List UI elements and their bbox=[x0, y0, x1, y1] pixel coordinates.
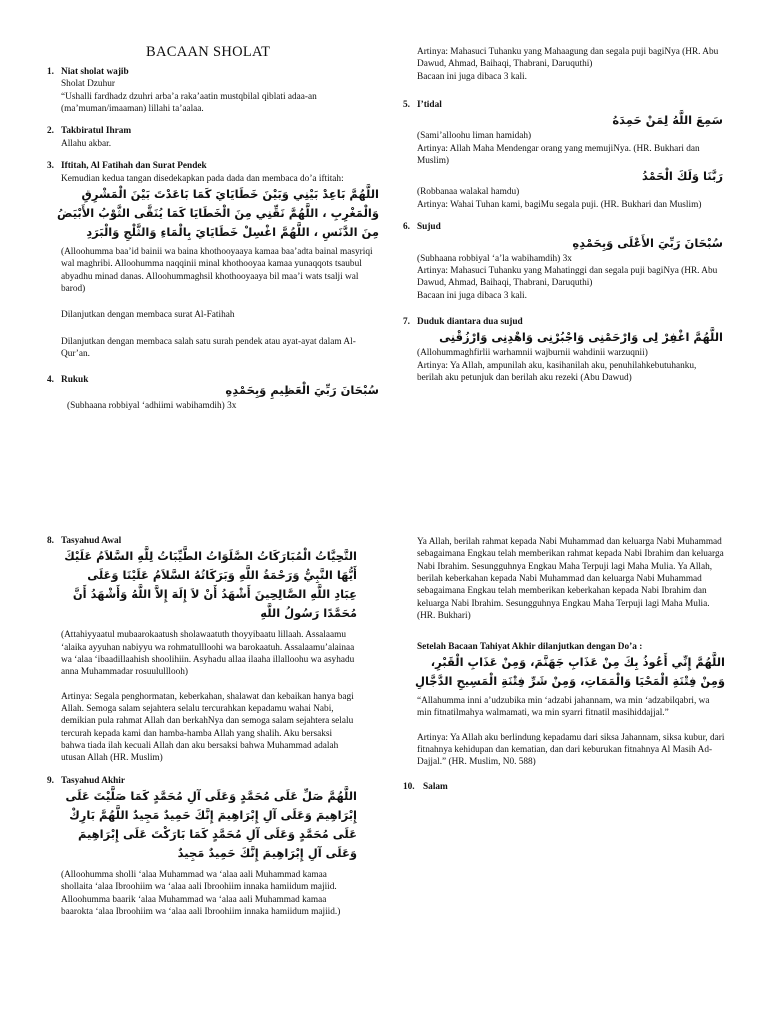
section-heading: I’tidal bbox=[417, 100, 442, 111]
note: Bacaan ini juga dibaca 3 kali. bbox=[417, 290, 527, 301]
section-salam bbox=[403, 781, 725, 793]
transliteration: (Robbanaa walakal hamdu) bbox=[417, 187, 520, 198]
page1-right-column bbox=[403, 46, 723, 384]
section-duduk-diantara-dua-sujud bbox=[403, 316, 723, 384]
section-heading: Duduk diantara dua sujud bbox=[417, 316, 523, 327]
arabic-text: اللَّهُمَّ صَلِّ عَلَى مُحَمَّدٍ وَعَلَى آلِ مُحَمَّدٍ كَمَا صَلَّيْتَ عَلَى إِبْرَاهِيمَ وَعَلَى آلِ إِبْرَاهِيمَ إِنَّكَ حَمِيدٌ مَجِيدٌ اللَّهُمَّ بَارِكْ عَلَى مُحَمَّدٍ وَعَلَى آلِ مُحَمَّدٍ كَمَا بَارَكْتَ عَلَى إِبْرَاهِيمَ وَعَلَى آلِ إِبْرَاهِيمَ إِنَّكَ حَمِيدٌ مَجِيدٌ bbox=[65, 789, 357, 861]
arabic-text: التَّحِيَّاتُ الْمُبَارَكَاتُ الصَّلَوَاتُ الطَّيِّبَاتُ لِلَّهِ السَّلاَمُ عَلَيْكَ أَيُّهَا النَّبِيُّ وَرَحْمَةُ اللَّهِ وَبَرَكَاتُهُ السَّلاَمُ عَلَيْنَا وَعَلَى عِبَادِ اللَّهِ الصَّالِحِينَ أَشْهَدُ أَنْ لاَ إِلَهَ إِلاَّ اللَّهُ وَأَشْهَدُ أَنَّ مُحَمَّدًا رَسُولُ اللَّهِ bbox=[64, 549, 357, 621]
section-heading: Sujud bbox=[417, 222, 441, 233]
transliteration: (Subhaana robbiyal ‘a’la wabihamdih) 3x bbox=[417, 253, 572, 264]
page2-left-column bbox=[47, 535, 357, 919]
section-takbiratul-ihram bbox=[47, 125, 379, 150]
page2-right-column bbox=[403, 536, 725, 793]
arabic-text: اللَّهُمَّ بَاعِدْ بَيْنِي وَبَيْنَ خَطَايَايَ كَمَا بَاعَدْتَ بَيْنَ الْمَشْرِقِ وَالْمَغْرِبِ ، اللَّهُمَّ نَقِّنِي مِنَ الْخَطَايَا كَمَا يُنَقَّى الثَّوْبُ الأَبْيَضُ مِنَ الدَّنَسِ ، اللَّهُمَّ اغْسِلْ خَطَايَايَ بِالْمَاءِ وَالثَّلْجِ وَالْبَرَدِ bbox=[57, 186, 379, 239]
text-line: “Ushalli fardhadz dzuhri arba’a raka’aatin mustqbilal qiblati adaa-an bbox=[61, 91, 317, 102]
section-heading: Niat sholat wajib bbox=[61, 67, 129, 77]
section-heading: Setelah Bacaan Tahiyat Akhir dilanjutkan dengan Do’a : bbox=[417, 641, 643, 652]
section-number: 10. bbox=[403, 781, 415, 792]
section-number: 2. bbox=[47, 126, 54, 137]
section-rukuk bbox=[47, 374, 379, 412]
arabic-text: اللَّهُمَّ إِنِّي أَعُوذُ بِكَ مِنْ عَذَابِ جَهَنَّمَ، وَمِنْ عَذَابِ الْقَبْرِ، وَمِنْ فِتْنَةِ الْمَحْيَا وَالْمَمَاتِ، وَمِنْ شَرِّ فِتْنَةِ الْمَسِيحِ الدَّجَّالِ bbox=[415, 654, 725, 688]
section-niat bbox=[47, 66, 379, 115]
translation: Artinya: Mahasuci Tuhanku yang Mahaagung dan segala puji bagiNya (HR. Abu Dawud, Ahmad, Baihaqi, Thabrani, Daruquthi) bbox=[417, 47, 719, 70]
page-title: BACAAN SHOLAT bbox=[146, 44, 271, 60]
section-number: 5. bbox=[403, 100, 410, 111]
transliteration: (Subhaana robbiyal ‘adhiimi wabihamdih) 3x bbox=[67, 400, 237, 411]
arabic-text: سُبْحَانَ رَبِّيَ الأَعْلَى وَبِحَمْدِهِ bbox=[572, 235, 723, 250]
arabic-text: سَمِعَ اللَّهُ لِمَنْ حَمِدَهُ bbox=[612, 113, 723, 128]
translation: Artinya: Allah Maha Mendengar orang yang memujiNya. (HR. Bukhari dan Muslim) bbox=[417, 143, 700, 167]
paragraph: Dilanjutkan dengan membaca surat Al-Fatihah bbox=[61, 310, 235, 321]
arabic-text: سُبْحَانَ رَبِّيَ الْعَظِيمِ وَبِحَمْدِهِ bbox=[225, 382, 379, 397]
translation: Artinya: Segala penghormatan, keberkahan, shalawat dan kebaikan hanya bagi Allah. Semoga salam sejahtera selalu tercurahkan kepadamu wahai Nabi, demikian pula rahmat Allah dan berkahNya dan semoga salam sejahtera selalu tercurah kepada kami dan hamba-hamba Allah yang shalih. Aku bersaksi bahwa tiada ilah kecuali Allah dan aku bersaksi bahwa Muhammad adalah utusan Allah (HR. Muslim) bbox=[61, 691, 354, 764]
section-heading: Tasyahud Awal bbox=[61, 536, 122, 546]
section-number: 8. bbox=[47, 536, 54, 546]
section-number: 6. bbox=[403, 222, 410, 233]
section-number: 1. bbox=[47, 67, 54, 77]
section-itidal bbox=[403, 99, 723, 211]
section-tasyahud-awal bbox=[47, 535, 357, 765]
section-iftitah bbox=[47, 160, 379, 172]
transliteration: (Alloohumma sholli ‘alaa Muhammad wa ‘alaa aali Muhammad kamaa shollaita ‘alaa Ibroohiim wa ‘alaa aali Ibroohiim innaka hamiidum majiid. Alloohumma baarik ‘alaa Muhammad wa ‘alaa aali Muhammad kamaa baarokta ‘alaa Ibroohiim wa ‘alaa aali Ibroohiim innaka hamiidum majiid.) bbox=[61, 870, 341, 918]
translation: Artinya: Ya Allah aku berlindung kepadamu dari siksa Jahannam, siksa kubur, dari fitnahnya kehidupan dan kematian, dan dari keburukan fitnahnya Al Masih Ad-Dajjal.” (HR. Muslim, N0. 588) bbox=[417, 732, 725, 768]
translation: Artinya: Wahai Tuhan kami, bagiMu segala puji. (HR. Bukhari dan Muslim) bbox=[417, 199, 702, 210]
section-number: 3. bbox=[47, 161, 54, 172]
section-number: 7. bbox=[403, 316, 410, 327]
transliteration: “Allahumma inni a’udzubika min ‘adzabi jahannam, wa min ‘adzabilqabri, wa min fitnatilmahya walmamati, wa min syarri fitnatil masihiddajjal.” bbox=[417, 695, 710, 719]
text-line: (ma’muman/imaaman) lillahi ta’aalaa. bbox=[61, 104, 204, 115]
section-heading: Tasyahud Akhir bbox=[61, 775, 125, 786]
section-tasyahud-akhir bbox=[47, 775, 357, 919]
page1-left-column bbox=[47, 66, 379, 412]
transliteration: (Sami’alloohu liman hamidah) bbox=[417, 131, 532, 142]
text-line: Allahu akbar. bbox=[61, 138, 112, 149]
arabic-text: رَبَّنَا وَلَكَ الْحَمْدُ bbox=[641, 169, 723, 184]
section-heading: Rukuk bbox=[61, 375, 89, 386]
section-number: 4. bbox=[47, 375, 54, 386]
paragraph: Dilanjutkan dengan membaca salah satu surah pendek atau ayat-ayat dalam Al-Qur’an. bbox=[61, 336, 356, 359]
section-heading: Takbiratul Ihram bbox=[61, 126, 132, 137]
transliteration: (Alloohumma baa’id bainii wa baina khothooyaaya kamaa baa’adta bainal masyriqi wal maghribi. Alloohumma naqqinii minal khothooyaa kamaa yunaqqots tsaubul abyadhu minad danas. Alloohummaghsil khothooyaaya bil maa’i wats tsalji wal barod) bbox=[61, 246, 373, 294]
translation: Artinya: Mahasuci Tuhanku yang Mahatinggi dan segala puji bagiNya (HR. Abu Dawud, Ahmad, Baihaqi, Thabrani, Daruquthi) bbox=[417, 265, 718, 289]
arabic-text: اللَّهُمَّ اغْفِرْ لِى وَارْحَمْنِى وَاجْبُرْنِى وَاهْدِنِى وَارْزُقْنِى bbox=[439, 330, 723, 345]
translation: Artinya: Ya Allah, ampunilah aku, kasihanilah aku, penuhilahkebutuhanku, berilah aku petunjuk dan berilah aku rezeki (Abu Dawud) bbox=[417, 360, 697, 383]
note: Bacaan ini juga dibaca 3 kali. bbox=[417, 71, 527, 82]
transliteration: (Attahiyyaatul mubaarokaatush sholawaatuth thoyyibaatu lillaah. Assalaamu ‘alaika ayyuhan nabiyyu wa rohmatullloohi wa barokaatuh. Assalaamu’alainaa wa ‘alaa ‘ibaadillaahish shoolihiin. Asyhadu allaa ilaaha illalloohu wa asyhadu anna Muhammadar rosuululllooh) bbox=[61, 630, 355, 678]
section-heading: Iftitah, Al Fatihah dan Surat Pendek bbox=[61, 161, 207, 172]
section-number: 9. bbox=[47, 775, 54, 786]
intro-text: Kemudian kedua tangan disedekapkan pada dada dan membaca do’a iftitah: bbox=[61, 173, 344, 184]
section-heading: Salam bbox=[423, 781, 448, 792]
transliteration: (Allohummaghfirlii warhamnii wajburnii wahdinii warzuqnii) bbox=[417, 348, 648, 359]
translation: Ya Allah, berilah rahmat kepada Nabi Muhammad dan keluarga Nabi Muhammad sebagaimana Engkau telah memberikan rahmat kepada Nabi Ibrahim dan keluarga Nabi Ibrahim. Sesungguhnya Engkau Maha Terpuji lagi Maha Mulia. Ya Allah, berilah keberkahan kepada Nabi Muhammad dan keluarga Nabi Muhammad sebagaimana Engkau telah memberikan keberkahan kepada Nabi Ibrahim dan keluarga Nabi Ibrahim. Sesungguhnya Engkau Maha Terpuji lagi Maha Mulia. (HR. Bukhari) bbox=[417, 537, 724, 622]
text-line: Sholat Dzuhur bbox=[61, 79, 115, 90]
section-sujud bbox=[403, 221, 723, 302]
